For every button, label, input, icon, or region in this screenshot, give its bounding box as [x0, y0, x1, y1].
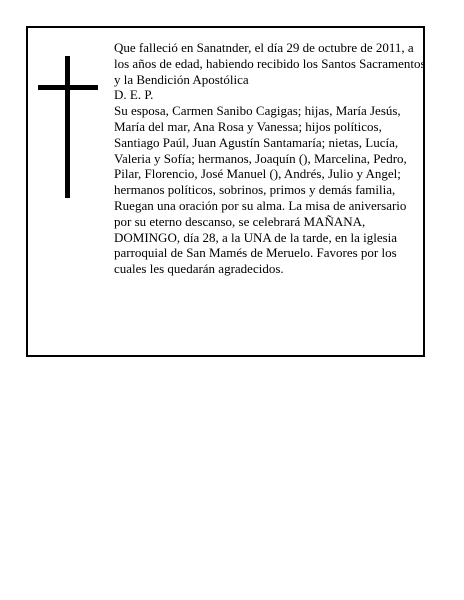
mass-paragraph: Ruegan una oración por su alma. La misa de aniversario por su eterno descanso, se celebrará MAÑANA, DOMINGO, día 28, a la UNA de la tarde, en la iglesia parroquial de San Mamés de Meruelo. Favores por los cuales les quedarán agradecidos. — [114, 197, 407, 277]
obituary-notice — [26, 26, 425, 357]
notice-text — [114, 40, 426, 277]
dep-paragraph: D. E. P. — [114, 87, 154, 103]
family-paragraph: Su esposa, Carmen Sanibo Cagigas; hijas, María Jesús, María del mar, Ana Rosa y Vanessa; hijos políticos, Santiago Paúl, Juan Agustín Santamaría; nietas, Lucía, Valeria y Sofía; hermanos, Joaquín (), Marcelina, Pedro, Pilar, Florencio, José Manuel (), Andrés, Julio y Angel; hermanos políticos, sobrinos, primos y demás familia, — [114, 103, 407, 198]
cross-vertical-bar — [65, 56, 70, 198]
death-announcement-paragraph: Que falleció en Sanatnder, el día 29 de octubre de 2011, a los años de edad, habiendo recibido los Santos Sacramentos y la Bendición Apostólica — [114, 40, 426, 87]
cross-icon — [38, 56, 98, 198]
cross-horizontal-bar — [38, 85, 98, 90]
